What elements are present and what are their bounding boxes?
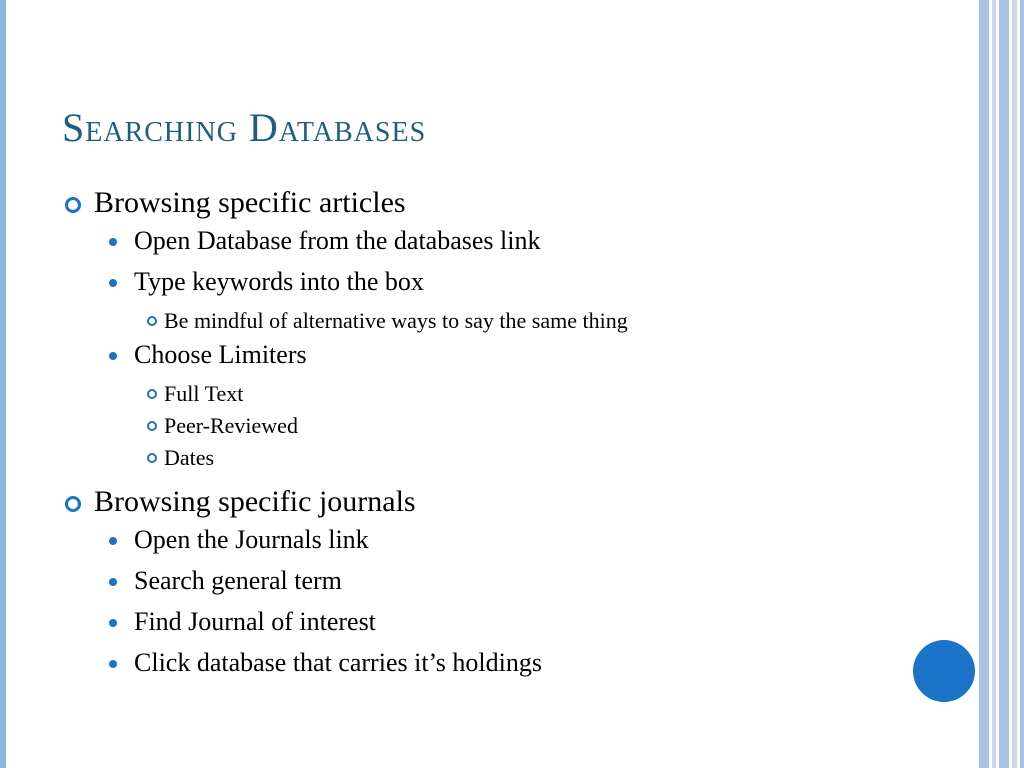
dot-bullet-icon (109, 578, 117, 586)
list-item-label: Choose Limiters (134, 340, 307, 369)
sub-list-item (62, 308, 902, 334)
section-heading-articles (62, 186, 902, 220)
section-heading-journals (62, 485, 902, 519)
list-item-label: Type keywords into the box (134, 267, 424, 296)
dot-bullet-icon (109, 352, 117, 360)
list-item (62, 648, 902, 678)
small-ring-bullet-icon (147, 389, 157, 399)
list-item (62, 525, 902, 555)
sub-list-item (62, 413, 902, 439)
dot-bullet-icon (109, 619, 117, 627)
decorative-circle (913, 640, 975, 702)
sub-list-item (62, 381, 902, 407)
ring-bullet-icon (65, 197, 81, 213)
sub-list-item-label: Peer-Reviewed (164, 413, 298, 438)
slide-left-border (0, 0, 6, 768)
list-item (62, 226, 902, 256)
slide-content (62, 184, 902, 689)
list-item (62, 340, 902, 370)
sub-list-item (62, 445, 902, 471)
list-item (62, 607, 902, 637)
list-item (62, 267, 902, 297)
dot-bullet-icon (109, 279, 117, 287)
dot-bullet-icon (109, 238, 117, 246)
sub-list-item-label: Dates (164, 445, 215, 470)
list-item-label: Search general term (134, 566, 342, 595)
ring-bullet-icon (65, 496, 81, 512)
sub-list-item-label: Full Text (164, 381, 244, 406)
section-heading-label: Browsing specific articles (94, 186, 406, 219)
section-heading-label: Browsing specific journals (94, 485, 416, 518)
list-item-label: Open Database from the databases link (134, 226, 541, 255)
small-ring-bullet-icon (147, 421, 157, 431)
list-item-label: Click database that carries it’s holdings (134, 648, 542, 677)
sub-list-item-label: Be mindful of alternative ways to say the same thing (164, 308, 628, 333)
dot-bullet-icon (109, 537, 117, 545)
dot-bullet-icon (109, 660, 117, 668)
list-item (62, 566, 902, 596)
list-item-label: Find Journal of interest (134, 607, 376, 636)
list-item-label: Open the Journals link (134, 525, 369, 554)
slide-title: Searching Databases (62, 105, 427, 150)
small-ring-bullet-icon (147, 316, 157, 326)
small-ring-bullet-icon (147, 453, 157, 463)
slide-right-border-stripes (976, 0, 1024, 768)
